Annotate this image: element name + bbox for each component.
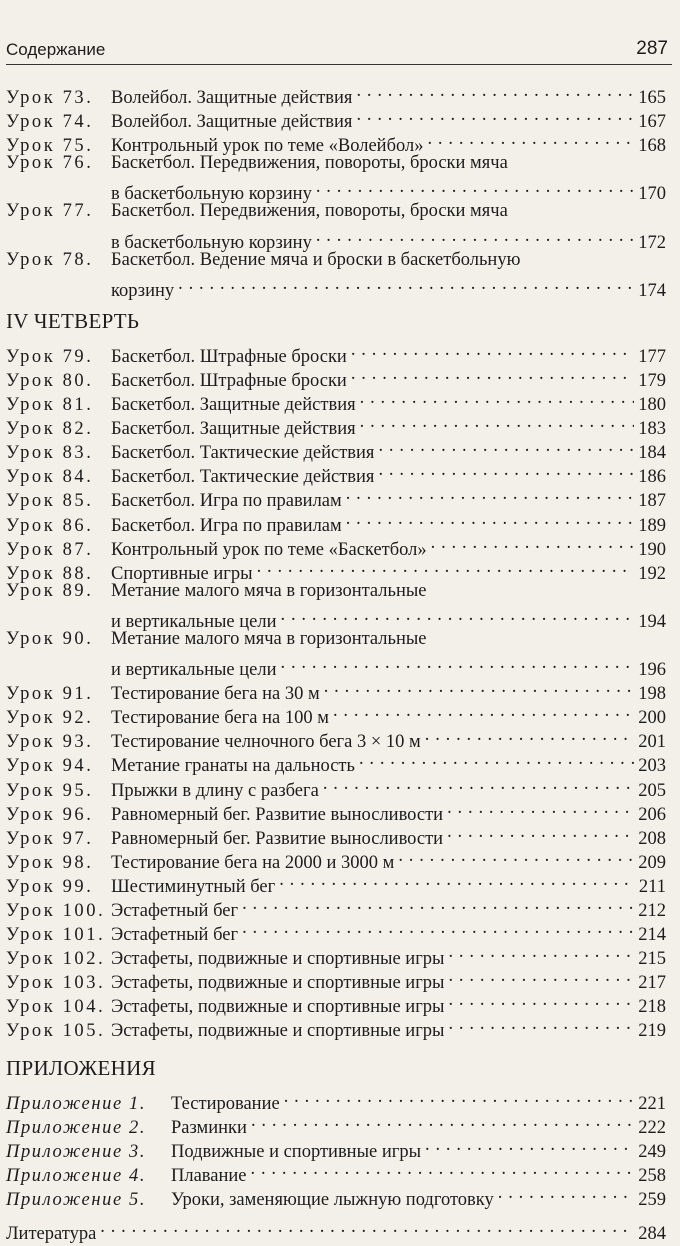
lesson-entry: [6, 796, 666, 825]
entry-page-number: 172: [638, 232, 666, 253]
lesson-entry: [6, 747, 666, 777]
entry-line: [6, 772, 666, 801]
entry-continuation-line: [6, 175, 666, 205]
entry-page-number: 183: [638, 419, 666, 440]
lesson-entry: [6, 531, 666, 560]
entry-title: Баскетбол. Штрафные броски: [111, 370, 347, 391]
entry-line: [6, 747, 666, 777]
entry-line: [6, 482, 666, 512]
entry-title: Контрольный урок по теме «Волейбол»: [111, 136, 424, 157]
lesson-entry: [6, 127, 666, 157]
entry-label: Урок 99.: [6, 876, 94, 897]
dot-leader: [356, 79, 634, 103]
entry-label: Урок 98.: [6, 852, 94, 873]
entry-line: [6, 1157, 666, 1186]
section-heading-iv-quarter: IV ЧЕТВЕРТЬ: [6, 308, 140, 333]
appendix-entry: [6, 1181, 666, 1210]
entry-label: Урок 95.: [6, 780, 94, 801]
entry-label: Урок 102.: [6, 949, 106, 970]
dot-leader: [316, 224, 634, 248]
entry-label: Урок 83.: [6, 443, 94, 464]
entry-page-number: 180: [638, 395, 666, 416]
entry-page-number: 214: [638, 925, 666, 946]
table-of-contents: [6, 79, 666, 1245]
dot-leader: [447, 796, 634, 820]
entry-label: Урок 92.: [6, 708, 94, 729]
dot-leader: [398, 844, 634, 868]
entry-page-number: 219: [638, 1021, 666, 1042]
entry-label: Урок 78.: [6, 249, 94, 270]
entry-title: Эстафетный бег: [111, 925, 239, 946]
entry-line: [6, 675, 666, 705]
lesson-entry: [6, 844, 666, 873]
entry-first-line: [6, 627, 666, 651]
entry-line: [6, 1133, 666, 1162]
dot-leader: [178, 272, 634, 296]
entry-line: [6, 1085, 666, 1114]
running-head-title: Содержание: [6, 40, 106, 59]
lesson-entry: [6, 458, 666, 488]
appendix-entry: [6, 1109, 666, 1138]
entry-label: Урок 86.: [6, 515, 94, 536]
dot-leader: [360, 386, 635, 410]
dot-leader: [360, 410, 635, 434]
entry-page-number: 192: [638, 563, 666, 584]
literature-entry: [6, 1215, 666, 1245]
entry-title: Тестирование бега на 30 м: [111, 684, 320, 705]
entry-page-number: 205: [638, 780, 666, 801]
appendix-entry: [6, 1157, 666, 1186]
entry-line: [6, 1181, 666, 1210]
dot-leader: [447, 820, 634, 844]
entry-line: [6, 988, 666, 1018]
entry-title: Метание малого мяча в горизонтальные: [111, 628, 427, 649]
lesson-entry: [6, 362, 666, 391]
entry-title: Разминки: [171, 1117, 247, 1138]
entry-label: Урок 82.: [6, 419, 94, 440]
dot-leader: [427, 127, 634, 151]
entry-page-number: 189: [638, 515, 666, 536]
entry-line: [6, 723, 666, 753]
entry-line: [6, 362, 666, 391]
dot-leader: [448, 964, 634, 988]
entry-label: Урок 87.: [6, 539, 94, 560]
lesson-entry: [6, 579, 666, 632]
entry-first-line: [6, 151, 666, 175]
dot-leader: [346, 482, 635, 506]
dot-leader: [100, 1215, 634, 1239]
lesson-entry: [6, 940, 666, 970]
entry-label: Урок 85.: [6, 491, 94, 512]
entry-page-number: 222: [638, 1117, 666, 1138]
lesson-entry: [6, 964, 666, 994]
entry-page-number: 200: [638, 708, 666, 729]
entry-title: Эстафеты, подвижные и спортивные игры: [111, 949, 445, 970]
lesson-entry: [6, 434, 666, 464]
page-header: [6, 40, 672, 68]
lesson-entry: [6, 699, 666, 729]
lesson-entry: [6, 723, 666, 753]
entry-page-number: 168: [638, 136, 666, 157]
entry-title-continuation: и вертикальные цели: [111, 660, 277, 681]
dot-leader: [333, 699, 634, 723]
entry-title: Контрольный урок по теме «Баскетбол»: [111, 539, 427, 560]
entry-line: [6, 458, 666, 488]
lesson-entry: [6, 482, 666, 512]
entry-label: Приложение 4.: [6, 1165, 147, 1186]
dot-leader: [324, 675, 635, 699]
entry-line: [6, 338, 666, 367]
entry-label: Урок 81.: [6, 395, 94, 416]
lesson-entry: [6, 627, 666, 681]
page-number: 287: [636, 38, 668, 59]
entry-line: [6, 386, 666, 416]
dot-leader: [316, 175, 634, 199]
entry-title: Баскетбол. Штрафные броски: [111, 346, 347, 367]
entry-line: [6, 127, 666, 157]
entry-title: Тестирование бега на 100 м: [111, 708, 329, 729]
appendix-entry: [6, 1133, 666, 1162]
appendix-entry: [6, 1085, 666, 1114]
entry-page-number: 167: [638, 112, 666, 133]
header-rule: [6, 64, 672, 65]
entry-continuation-line: [6, 224, 666, 253]
entry-page-number: 194: [638, 611, 666, 632]
entry-page-number: 259: [638, 1189, 666, 1210]
dot-leader: [425, 1133, 634, 1157]
entry-line: [6, 868, 666, 897]
lesson-entry: [6, 988, 666, 1018]
entry-page-number: 187: [638, 491, 666, 512]
lesson-entry: [6, 79, 666, 108]
entry-page-number: 249: [638, 1141, 666, 1162]
lesson-entry: [6, 507, 666, 536]
entry-title: Волейбол. Защитные действия: [111, 112, 353, 133]
entry-label: Урок 89.: [6, 580, 94, 601]
entry-page-number: 190: [638, 539, 666, 560]
entry-line: [6, 410, 666, 440]
entry-title: Баскетбол. Тактические действия: [111, 467, 375, 488]
lesson-entry: [6, 199, 666, 253]
entry-title: Шестиминутный бег: [111, 876, 276, 897]
entry-page-number: 179: [638, 370, 666, 391]
entry-label: Урок 96.: [6, 804, 94, 825]
entry-first-line: [6, 579, 666, 603]
entry-label: Урок 90.: [6, 628, 94, 649]
lesson-entry: [6, 151, 666, 205]
entry-left: [6, 1019, 444, 1043]
dot-leader: [378, 434, 634, 458]
entry-label: Урок 76.: [6, 153, 94, 174]
entry-line: [6, 844, 666, 873]
entry-page-number: 203: [638, 756, 666, 777]
entry-label: Урок 97.: [6, 828, 94, 849]
entry-title: Баскетбол. Передвижения, повороты, броски мяча: [111, 201, 508, 222]
entry-line: [6, 916, 666, 946]
entry-label: Приложение 2.: [6, 1117, 147, 1138]
entry-title: Равномерный бег. Развитие выносливости: [111, 828, 444, 849]
dot-leader: [378, 458, 634, 482]
entry-label: Урок 84.: [6, 467, 94, 488]
entry-page-number: 201: [638, 732, 666, 753]
lesson-entry: [6, 868, 666, 897]
entry-label: Приложение 3.: [6, 1141, 147, 1162]
dot-leader: [356, 103, 634, 127]
lesson-entry: [6, 1012, 666, 1042]
dot-leader: [257, 555, 635, 579]
entry-line: [6, 531, 666, 560]
dot-leader: [242, 892, 634, 916]
entry-label: Урок 104.: [6, 997, 106, 1018]
entry-title: Тестирование челночного бега 3 × 10 м: [111, 732, 421, 753]
dot-leader: [251, 1157, 635, 1181]
entry-page-number: 177: [638, 346, 666, 367]
entry-title: Баскетбол. Передвижения, повороты, броски мяча: [111, 153, 508, 174]
entry-page-number: 258: [638, 1165, 666, 1186]
section-heading-appendices: ПРИЛОЖЕНИЯ: [6, 1055, 156, 1080]
entry-page-number: 184: [638, 443, 666, 464]
entry-label: Приложение 5.: [6, 1189, 147, 1210]
entry-first-line: [6, 199, 666, 223]
entry-line: [6, 699, 666, 729]
entry-label: Урок 103.: [6, 973, 106, 994]
entry-continuation-line: [6, 272, 666, 301]
entry-page-number: 212: [638, 901, 666, 921]
entry-label: Урок 75.: [6, 136, 94, 157]
entry-page-number: 198: [638, 684, 666, 705]
entry-line: [6, 820, 666, 849]
entry-page-number: 221: [638, 1093, 666, 1114]
dot-leader: [281, 603, 635, 627]
entry-page-number: 186: [638, 467, 666, 488]
dot-leader: [323, 772, 634, 796]
lesson-entry: [6, 386, 666, 416]
dot-leader: [351, 338, 634, 362]
entry-label: Урок 105.: [6, 1021, 106, 1042]
entry-first-line: [6, 248, 666, 272]
entry-title: Баскетбол. Защитные действия: [111, 395, 356, 416]
entry-label: Приложение 1.: [6, 1093, 147, 1114]
entry-label: Урок 100.: [6, 901, 106, 921]
entry-label: Урок 79.: [6, 346, 94, 367]
literature-title: Литература: [6, 1224, 97, 1245]
dot-leader: [448, 940, 634, 964]
entry-title: Эстафеты, подвижные и спортивные игры: [111, 997, 445, 1018]
entry-label: Урок 80.: [6, 370, 94, 391]
dot-leader: [448, 988, 634, 1012]
dot-leader: [284, 1085, 635, 1109]
entry-page-number: 196: [638, 660, 666, 681]
entry-line: [6, 964, 666, 994]
dot-leader: [431, 531, 635, 555]
lesson-entry: [6, 410, 666, 440]
entry-label: Урок 77.: [6, 201, 94, 222]
entry-title: Уроки, заменяющие лыжную подготовку: [171, 1189, 494, 1210]
lesson-entry: [6, 916, 666, 946]
entry-page-number: 170: [638, 184, 666, 205]
lesson-entry: [6, 103, 666, 133]
entry-label: Урок 91.: [6, 684, 94, 705]
entry-title: Эстафетный бег: [111, 901, 239, 921]
lesson-entry: [6, 820, 666, 849]
entry-page-number: 218: [638, 997, 666, 1018]
entry-line: [6, 103, 666, 133]
entry-line: [6, 555, 666, 584]
entry-page-number: 206: [638, 804, 666, 825]
entry-label: Урок 93.: [6, 732, 94, 753]
entry-line: [6, 796, 666, 825]
entry-page-number: 217: [638, 973, 666, 994]
dot-leader: [351, 362, 634, 386]
lesson-entry: [6, 675, 666, 705]
entry-label: Урок 94.: [6, 756, 94, 777]
dot-leader: [279, 868, 635, 892]
entry-title: Баскетбол. Игра по правилам: [111, 515, 342, 536]
lesson-entry: [6, 772, 666, 801]
entry-continuation-line: [6, 651, 666, 681]
entry-title: Подвижные и спортивные игры: [171, 1141, 422, 1162]
lesson-entry: [6, 338, 666, 367]
entry-line: [6, 1109, 666, 1138]
entry-page-number: 174: [638, 280, 666, 301]
entry-label: Урок 73.: [6, 88, 94, 108]
lesson-entry: [6, 555, 666, 584]
entry-title: Тестирование: [171, 1093, 280, 1114]
entry-title: Метание малого мяча в горизонтальные: [111, 580, 427, 601]
dot-leader: [251, 1109, 634, 1133]
entry-title: Баскетбол. Ведение мяча и броски в баскетбольную: [111, 249, 521, 270]
lesson-entry: [6, 248, 666, 301]
dot-leader: [346, 507, 635, 531]
entry-title: Баскетбол. Тактические действия: [111, 443, 375, 464]
entry-page-number: 211: [638, 876, 666, 897]
entry-title-continuation: в баскетбольную корзину: [111, 184, 312, 205]
entry-title-continuation: в баскетбольную корзину: [111, 232, 312, 253]
dot-leader: [281, 651, 635, 675]
entry-title: Баскетбол. Игра по правилам: [111, 491, 342, 512]
entry-page-number: 209: [638, 852, 666, 873]
entry-title: Равномерный бег. Развитие выносливости: [111, 804, 444, 825]
entry-continuation-line: [6, 603, 666, 632]
entry-title: Плавание: [171, 1165, 247, 1186]
entry-page-number: 208: [638, 828, 666, 849]
entry-title: Тестирование бега на 2000 и 3000 м: [111, 852, 395, 873]
entry-page-number: 215: [638, 949, 666, 970]
entry-title: Эстафеты, подвижные и спортивные игры: [111, 1021, 445, 1042]
entry-title: Волейбол. Защитные действия: [111, 88, 353, 108]
literature-page-number: 284: [638, 1224, 666, 1245]
dot-leader: [242, 916, 634, 940]
entry-line: [6, 434, 666, 464]
lesson-entry: [6, 892, 666, 921]
entry-title: Эстафеты, подвижные и спортивные игры: [111, 973, 445, 994]
dot-leader: [498, 1181, 634, 1205]
entry-title: Прыжки в длину с разбега: [111, 780, 319, 801]
entry-label: Урок 101.: [6, 925, 106, 946]
entry-title-continuation: корзину: [111, 280, 175, 301]
entry-page-number: 165: [638, 88, 666, 108]
dot-leader: [448, 1012, 634, 1036]
entry-line: [6, 79, 666, 108]
entry-label: Урок 74.: [6, 112, 94, 133]
dot-leader: [425, 723, 635, 747]
entry-line: [6, 940, 666, 970]
dot-leader: [359, 747, 634, 771]
entry-title: Спортивные игры: [111, 563, 253, 584]
entry-line: [6, 507, 666, 536]
entry-title-continuation: и вертикальные цели: [111, 611, 277, 632]
entry-title: Баскетбол. Защитные действия: [111, 419, 356, 440]
entry-title: Метание гранаты на дальность: [111, 756, 355, 777]
entry-line: [6, 892, 666, 921]
entry-line: [6, 1012, 666, 1042]
entry-label: Урок 88.: [6, 563, 94, 584]
